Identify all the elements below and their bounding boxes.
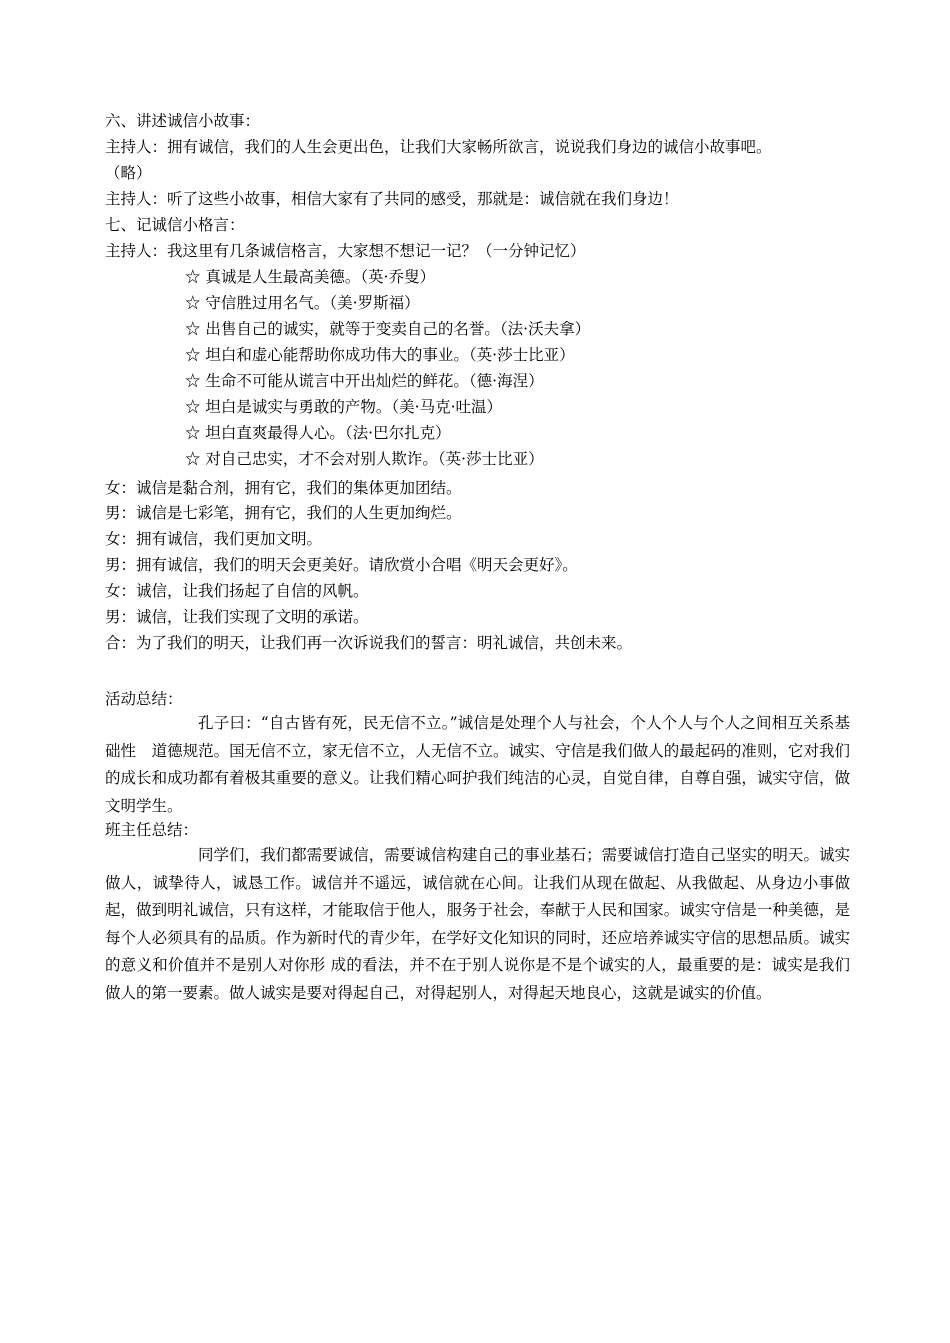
dialogue-line: 女：诚信，让我们扬起了自信的风帆。 — [105, 582, 369, 600]
teacher-summary-paragraph: 同学们，我们都需要诚信，需要诚信构建自己的事业基石；需要诚信打造自己坚实的明天。诚实做人，诚挚待人，诚恳工作。诚信并不遥远，诚信就在心间。让我们从现在做起、从我做起、从身边小事做起，做到明礼诚信，只有这样，才能取信于他人，服务于社会，奉献于人民和国家。诚实守信是一种美德，是每个人必须具有的品质。作为新时代的青少年，在学好文化知识的同时，还应培养诚实守信的思想品质。诚实的意义和价值并不是别人对你形 成的看法，并不在于别人说你是不是个诚实的人，最重要的是：诚实是我们做人的第一要素。做人诚实是要对得起自己，对得起别人，对得起天地良心，这就是诚实的价值。 — [105, 846, 850, 1002]
section-6-heading: 六、讲述诚信小故事： — [105, 112, 261, 130]
dialogue-line: 男：诚信，让我们实现了文明的承诺。 — [105, 608, 369, 626]
motto-item: ☆ 对自己忠实，才不会对别人欺诈。（英·莎士比亚） — [185, 450, 544, 468]
motto-item: ☆ 生命不可能从谎言中开出灿烂的鲜花。（德·海涅） — [185, 372, 544, 390]
host-line: 主持人：拥有诚信，我们的人生会更出色，让我们大家畅所欲言，说说我们身边的诚信小故事吧。 — [105, 138, 772, 156]
motto-item: ☆ 坦白和虚心能帮助你成功伟大的事业。（英·莎士比亚） — [185, 346, 575, 364]
motto-item: ☆ 坦白是诚实与勇敢的产物。（美·马克·吐温） — [185, 398, 503, 416]
teacher-summary-heading: 班主任总结： — [105, 821, 199, 839]
dialogue-line: 男：诚信是七彩笔，拥有它，我们的人生更加绚烂。 — [105, 504, 462, 522]
omitted-note: （略） — [105, 164, 152, 182]
activity-summary-paragraph: 孔子曰：“自古皆有死，民无信不立。”诚信是处理个人与社会，个人个人与个人之间相互关系基础性 道德规范。国无信不立，家无信不立，人无信不立。诚实、守信是我们做人的最起码的准则，它对我们的成长和成功都有着极其重要的意义。让我们精心呵护我们纯洁的心灵，自觉自律，自尊自强，诚实守信，做文明学生。 — [105, 714, 850, 815]
dialogue-line: 合：为了我们的明天，让我们再一次诉说我们的誓言：明礼诚信，共创未来。 — [105, 634, 633, 652]
dialogue-line: 女：拥有诚信，我们更加文明。 — [105, 530, 323, 548]
dialogue-line: 女：诚信是黏合剂，拥有它，我们的集体更加团结。 — [105, 479, 462, 497]
section-7-heading: 七、记诚信小格言： — [105, 216, 245, 234]
activity-summary-heading: 活动总结： — [105, 690, 183, 708]
dialogue-line: 男：拥有诚信，我们的明天会更美好。请欣赏小合唱《明天会更好》。 — [105, 556, 578, 574]
motto-item: ☆ 坦白直爽最得人心。（法·巴尔扎克） — [185, 424, 451, 442]
motto-item: ☆ 真诚是人生最高美德。（英·乔叟） — [185, 268, 436, 286]
host-line: 主持人：我这里有几条诚信格言，大家想不想记一记？（一分钟记忆） — [105, 242, 586, 260]
host-line: 主持人：听了这些小故事，相信大家有了共同的感受，那就是：诚信就在我们身边！ — [105, 190, 679, 208]
motto-item: ☆ 出售自己的诚实，就等于变卖自己的名誉。（法·沃夫拿） — [185, 320, 591, 338]
motto-item: ☆ 守信胜过用名气。（美·罗斯福） — [185, 294, 420, 312]
